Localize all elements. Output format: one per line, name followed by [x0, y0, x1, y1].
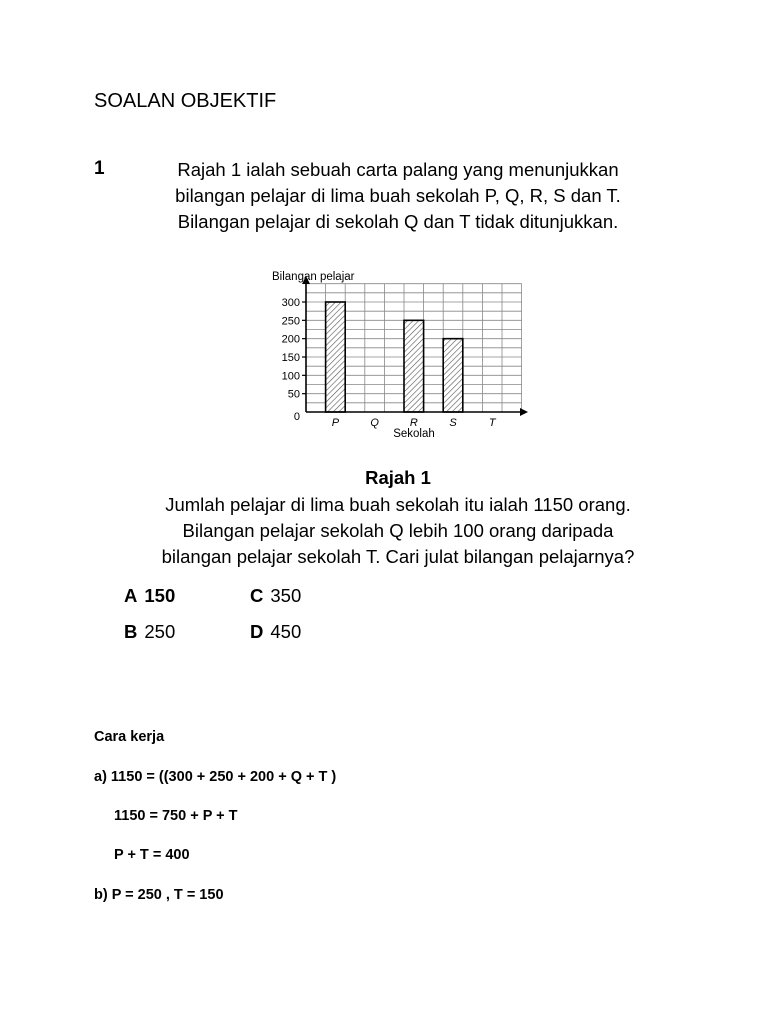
page-heading: SOALAN OBJEKTIF [94, 90, 277, 112]
bar-chart-svg [262, 262, 532, 447]
y-tick-label: 300 [281, 297, 300, 309]
option-letter: B [124, 621, 138, 642]
question-number: 1 [94, 158, 105, 179]
x-tick-label: R [409, 417, 418, 429]
x-tick-label: P [331, 417, 340, 429]
y-tick-label: 200 [281, 333, 300, 346]
working-line: b) P = 250 , T = 150 [94, 887, 224, 903]
x-tick-label: T [488, 417, 496, 429]
option-d[interactable] [250, 621, 301, 643]
question-stem-line: bilangan pelajar sekolah T. Cari julat bilangan pelajarnya? [161, 546, 635, 567]
bar-s [443, 339, 463, 412]
option-letter: A [124, 585, 138, 606]
option-value: 450 [270, 621, 302, 642]
option-b[interactable] [124, 621, 175, 643]
bar-p [326, 302, 346, 412]
option-value: 150 [144, 585, 176, 606]
x-tick-label: S [449, 417, 457, 429]
question-stem [120, 492, 676, 570]
y-tick-label: 0 [293, 411, 300, 423]
bar-r [404, 320, 424, 412]
bar-chart [262, 262, 532, 447]
working-title: Cara kerja [94, 729, 165, 745]
option-a[interactable] [124, 585, 175, 607]
y-tick-label: 100 [281, 370, 300, 383]
y-tick-label: 150 [281, 352, 300, 364]
y-tick-label: 250 [281, 315, 300, 328]
y-axis-label: Bilangan pelajar [272, 271, 355, 283]
figure-caption: Rajah 1 [365, 467, 431, 488]
y-tick-label: 50 [287, 388, 300, 401]
question-intro-line: Rajah 1 ialah sebuah carta palang yang menunjukkan [177, 159, 619, 180]
option-value: 350 [270, 585, 302, 606]
question-intro-line: Bilangan pelajar di sekolah Q dan T tidak ditunjukkan. [177, 211, 619, 232]
working-line: P + T = 400 [114, 847, 190, 863]
x-tick-label: Q [370, 417, 379, 429]
working-line: a) 1150 = ((300 + 250 + 200 + Q + T ) [94, 769, 337, 785]
working-line: 1150 = 750 + P + T [114, 808, 238, 824]
option-c[interactable] [250, 585, 301, 607]
option-letter: D [250, 621, 264, 642]
option-value: 250 [144, 621, 176, 642]
question-stem-line: Bilangan pelajar sekolah Q lebih 100 orang daripada [182, 520, 614, 541]
x-axis-label: Sekolah [393, 428, 435, 440]
x-axis-arrow [520, 408, 528, 416]
option-letter: C [250, 585, 264, 606]
question-intro-line: bilangan pelajar di lima buah sekolah P, Q, R, S dan T. [175, 185, 621, 206]
question-intro [120, 157, 676, 235]
question-stem-line: Jumlah pelajar di lima buah sekolah itu ialah 1150 orang. [165, 494, 631, 515]
